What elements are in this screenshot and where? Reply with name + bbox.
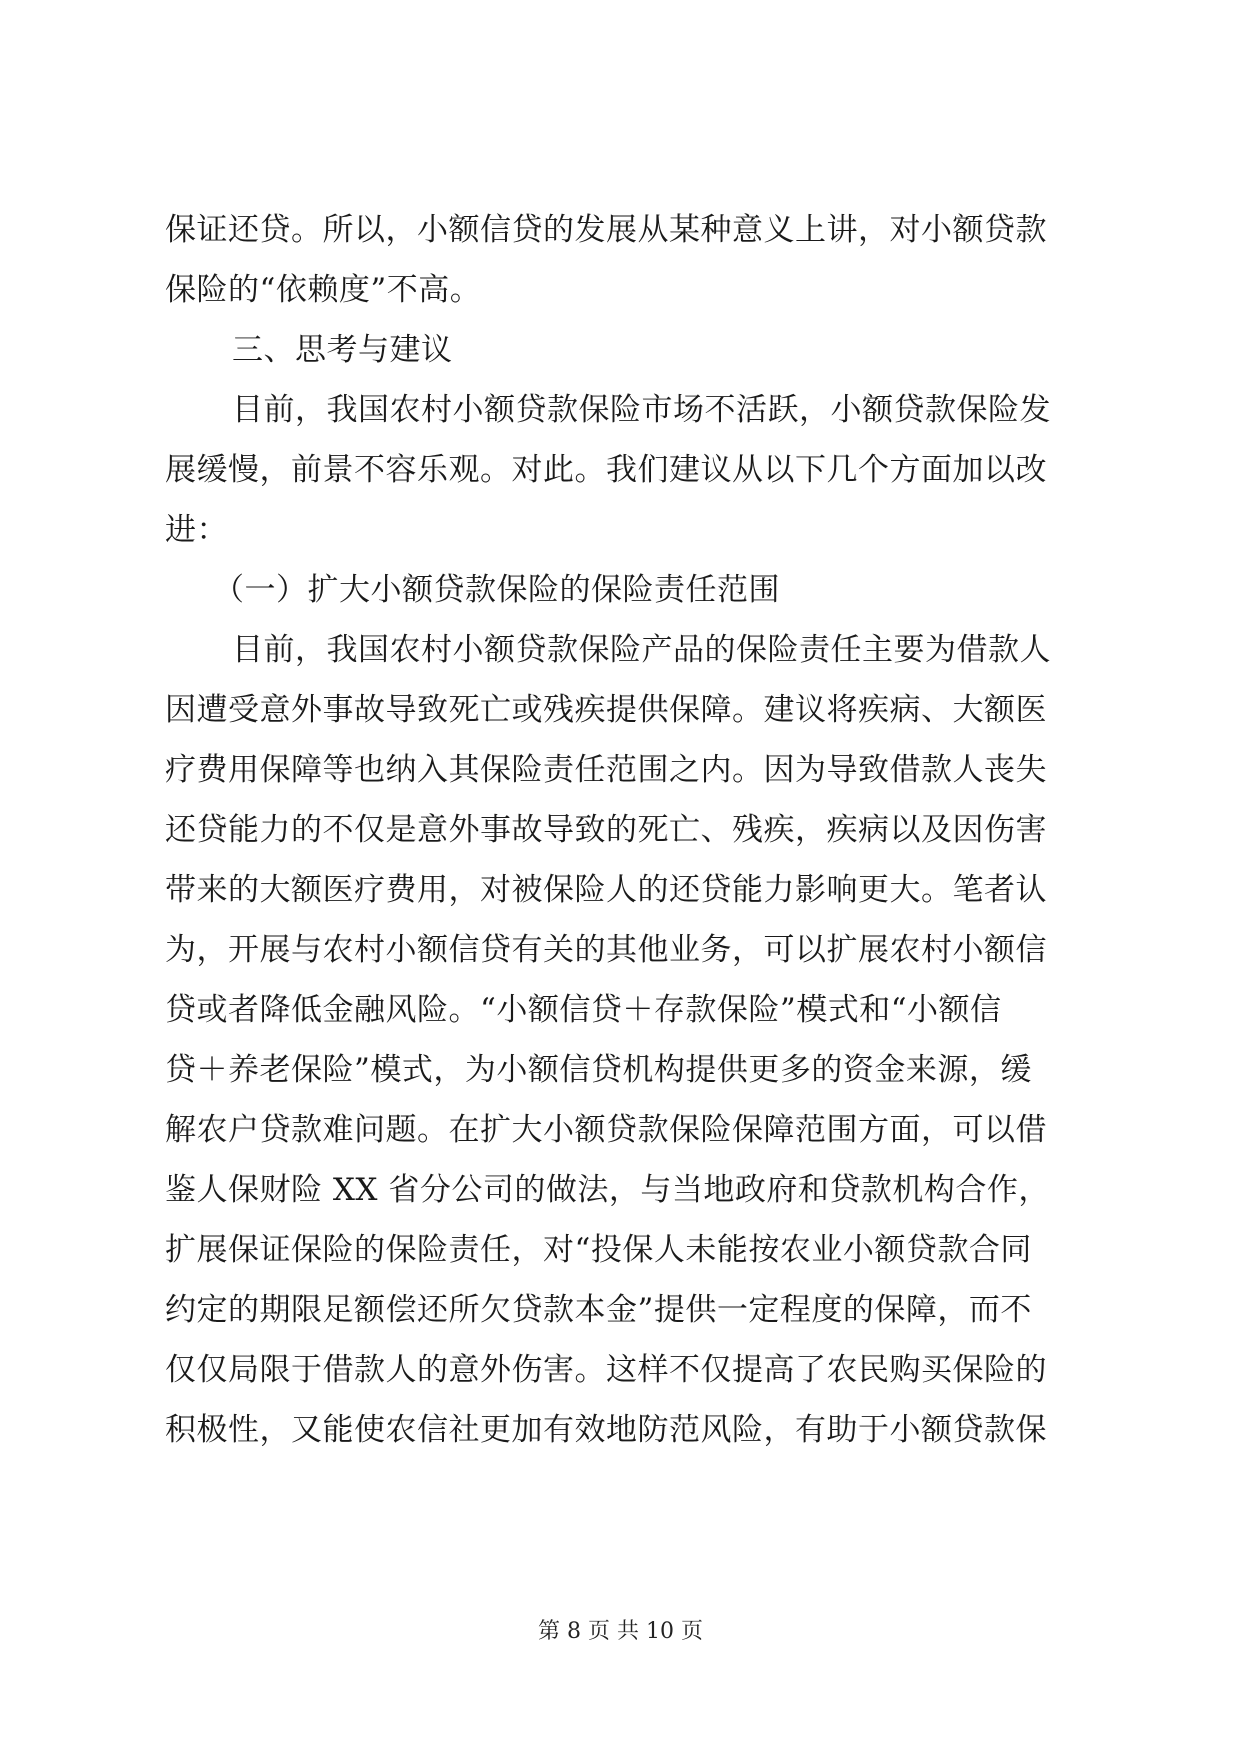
text-line: 目前，我国农村小额贷款保险市场不活跃，小额贷款保险发	[232, 392, 1051, 428]
text-line: 鉴人保财险 XX 省分公司的做法，与当地政府和贷款机构合作，	[165, 1172, 1050, 1208]
text-line: 带来的大额医疗费用，对被保险人的还贷能力影响更大。笔者认	[165, 872, 1047, 908]
text-line: 疗费用保障等也纳入其保险责任范围之内。因为导致借款人丧失	[165, 752, 1047, 788]
text-line: 仅仅局限于借款人的意外伤害。这样不仅提高了农民购买保险的	[165, 1352, 1047, 1388]
text-line: 贷＋养老保险”模式，为小额信贷机构提供更多的资金来源，缓	[165, 1052, 1032, 1088]
text-line: 保证还贷。所以，小额信贷的发展从某种意义上讲，对小额贷款	[165, 212, 1047, 248]
text-line: 展缓慢，前景不容乐观。对此。我们建议从以下几个方面加以改	[165, 452, 1047, 488]
text-line: 贷或者降低金融风险。“小额信贷＋存款保险”模式和“小额信	[165, 992, 1002, 1028]
text-line: 扩展保证保险的保险责任，对“投保人未能按农业小额贷款合同	[165, 1232, 1032, 1268]
text-line: 保险的“依赖度”不高。	[165, 272, 482, 308]
text-line: 还贷能力的不仅是意外事故导致的死亡、残疾，疾病以及因伤害	[165, 812, 1047, 848]
text-line: 因遭受意外事故导致死亡或残疾提供保障。建议将疾病、大额医	[165, 692, 1047, 728]
text-line: 进：	[165, 512, 228, 548]
text-line: 约定的期限足额偿还所欠贷款本金”提供一定程度的保障，而不	[165, 1292, 1032, 1328]
text-line: 目前，我国农村小额贷款保险产品的保险责任主要为借款人	[232, 632, 1051, 668]
text-line: 解农户贷款难问题。在扩大小额贷款保险保障范围方面，可以借	[165, 1112, 1047, 1148]
text-line: 为，开展与农村小额信贷有关的其他业务，可以扩展农村小额信	[165, 932, 1047, 968]
subsection-heading: （一）扩大小额贷款保险的保险责任范围	[213, 572, 780, 608]
page-number-footer: 第 8 页 共 10 页	[538, 1619, 703, 1644]
section-heading: 三、思考与建议	[232, 332, 453, 368]
text-line: 积极性，又能使农信社更加有效地防范风险，有助于小额贷款保	[165, 1412, 1047, 1448]
